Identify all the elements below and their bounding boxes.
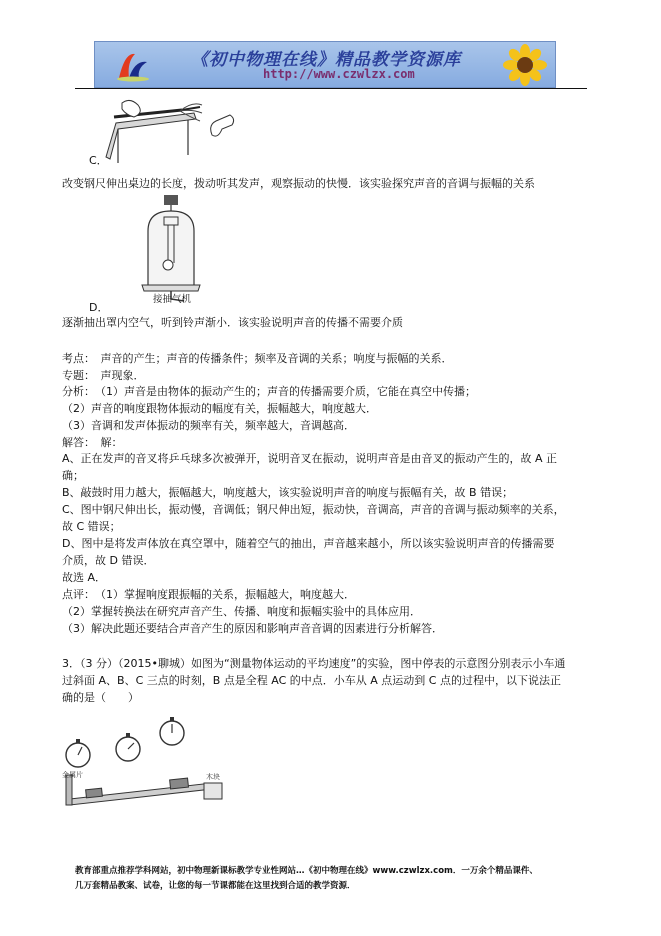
zhuanti-line: 专题： 声现象．: [62, 369, 145, 382]
stopwatch-a-icon: [66, 739, 90, 767]
metal-post-label: 金属片: [62, 771, 83, 779]
jieda-label: 解答： 解：: [62, 436, 123, 449]
footer: [75, 864, 538, 894]
fenxi-line: （2）声音的响度跟物体振动的幅度有关，振幅越大，响度越大．: [62, 402, 377, 415]
option-c-text: 改变钢尺伸出桌边的长度，拨动听其发声，观察振动的快慢．该实验探究声音的音调与振幅的关系: [62, 177, 535, 190]
jieda-line: D、图中是将发声体放在真空罩中，随着空气的抽出，声音越来越小，所以该实验说明声音的传播需要: [62, 537, 555, 550]
header-rule: [75, 88, 587, 89]
jieda-line: 确；: [62, 469, 84, 482]
stopwatch-c-icon: [160, 717, 184, 745]
jieda-line: 介质，故 D 错误．: [62, 554, 155, 567]
jieda-line: A、正在发声的音叉将乒乓球多次被弹开，说明音叉在振动，说明声音是由音叉的振动产生的，故 A 正: [62, 452, 558, 465]
incline-stopwatch-figure: [62, 717, 230, 809]
steel-ruler-figure: [104, 95, 239, 165]
pump-label: 接抽气机: [153, 294, 192, 305]
header-banner: [94, 41, 556, 88]
wood-block-label: 木块: [206, 773, 220, 781]
jieda-line: 故选 A．: [62, 571, 107, 584]
sunflower-icon: [501, 44, 549, 86]
fenxi-line: （3）音调和发声体振动的频率有关，频率越大，音调越高．: [62, 419, 355, 432]
question-3-line: 过斜面 A、B、C 三点的时刻，B 点是全程 AC 的中点．小车从 A 点运动到 C 点的过程中，以下说法正: [62, 674, 561, 687]
question-3-line: 3．（3 分）（2015•聊城）如图为“测量物体运动的平均速度”的实验，图中停表的示意图分别表示小车通: [62, 657, 566, 670]
fenxi-line: 分析： （1）声音是由物体的振动产生的；声音的传播需要介质，它能在真空中传播；: [62, 385, 476, 398]
option-d-text: 逐渐抽出罩内空气，听到铃声渐小．该实验说明声音的传播不需要介质: [62, 316, 403, 329]
question-3-line: 确的是（ ）: [62, 691, 139, 704]
dianping-line: （3）解决此题还要结合声音产生的原因和影响声音音调的因素进行分析解答．: [62, 622, 443, 635]
dianping-line: （2）掌握转换法在研究声音产生、传播、响度和振幅实验中的具体应用．: [62, 605, 421, 618]
option-d-label: D．: [89, 301, 109, 314]
banner-title: 《初中物理在线》精品教学资源库: [191, 50, 461, 70]
site-logo-icon: [113, 48, 153, 82]
option-c-label: C．: [89, 154, 108, 167]
jieda-line: 故 C 错误；: [62, 520, 121, 533]
stopwatch-b-icon: [116, 733, 140, 761]
kaodian-line: 考点： 声音的产生；声音的传播条件；频率及音调的关系；响度与振幅的关系．: [62, 352, 453, 365]
bell-jar-figure: [138, 193, 208, 305]
jieda-line: C、图中钢尺伸出长，振动慢，音调低；钢尺伸出短，振动快，音调高，声音的音调与振动频率的关系，: [62, 503, 565, 516]
dianping-line: 点评： （1）掌握响度跟振幅的关系，振幅越大，响度越大．: [62, 588, 355, 601]
banner-url[interactable]: http://www.czwlzx.com: [263, 67, 415, 81]
footer-line: 几万套精品教案、试卷，让您的每一节课都能在这里找到合适的教学资源．: [75, 881, 356, 891]
jieda-line: B、敲鼓时用力越大，振幅越大，响度越大，该实验说明声音的响度与振幅有关，故 B 错误；: [62, 486, 514, 499]
footer-line: 教育部重点推荐学科网站，初中物理新课标教学专业性网站…《初中物理在线》www.czwlzx.com．一万余个精品课件、: [75, 866, 538, 876]
